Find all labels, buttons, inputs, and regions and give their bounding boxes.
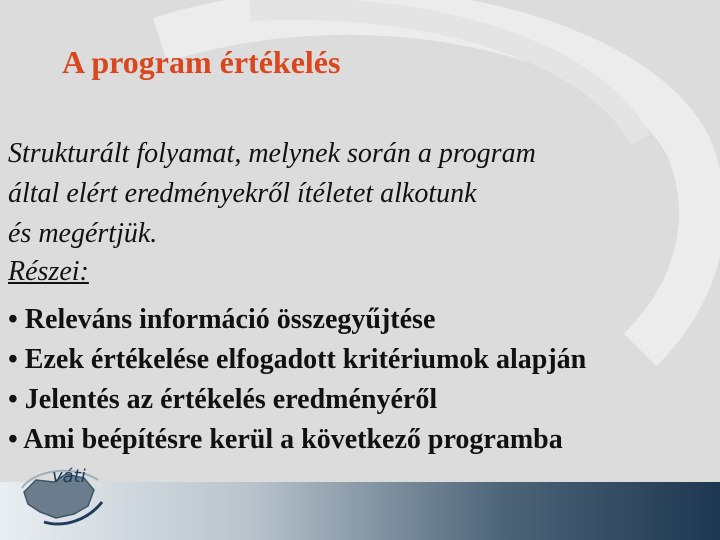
slide-title: A program értékelés	[62, 44, 341, 80]
bullet-item: • Ezek értékelése elfogadott kritériumok alapján	[8, 344, 587, 375]
logo-text: váti	[52, 466, 86, 487]
bullet-item: • Releváns információ összegyűjtése	[8, 304, 436, 335]
definition-text	[8, 134, 720, 254]
definition-line: Strukturált folyamat, melynek során a program	[8, 138, 536, 169]
definition-line: és megértjük.	[8, 218, 158, 249]
bullet-list	[8, 300, 720, 460]
bullet-item: • Jelentés az értékelés eredményéről	[8, 384, 438, 415]
definition-line: által elért eredményekről ítéletet alkotunk	[8, 178, 477, 209]
parts-heading: Részei:	[8, 256, 89, 287]
bullet-item: • Ami beépítésre kerül a következő programba	[8, 424, 563, 455]
